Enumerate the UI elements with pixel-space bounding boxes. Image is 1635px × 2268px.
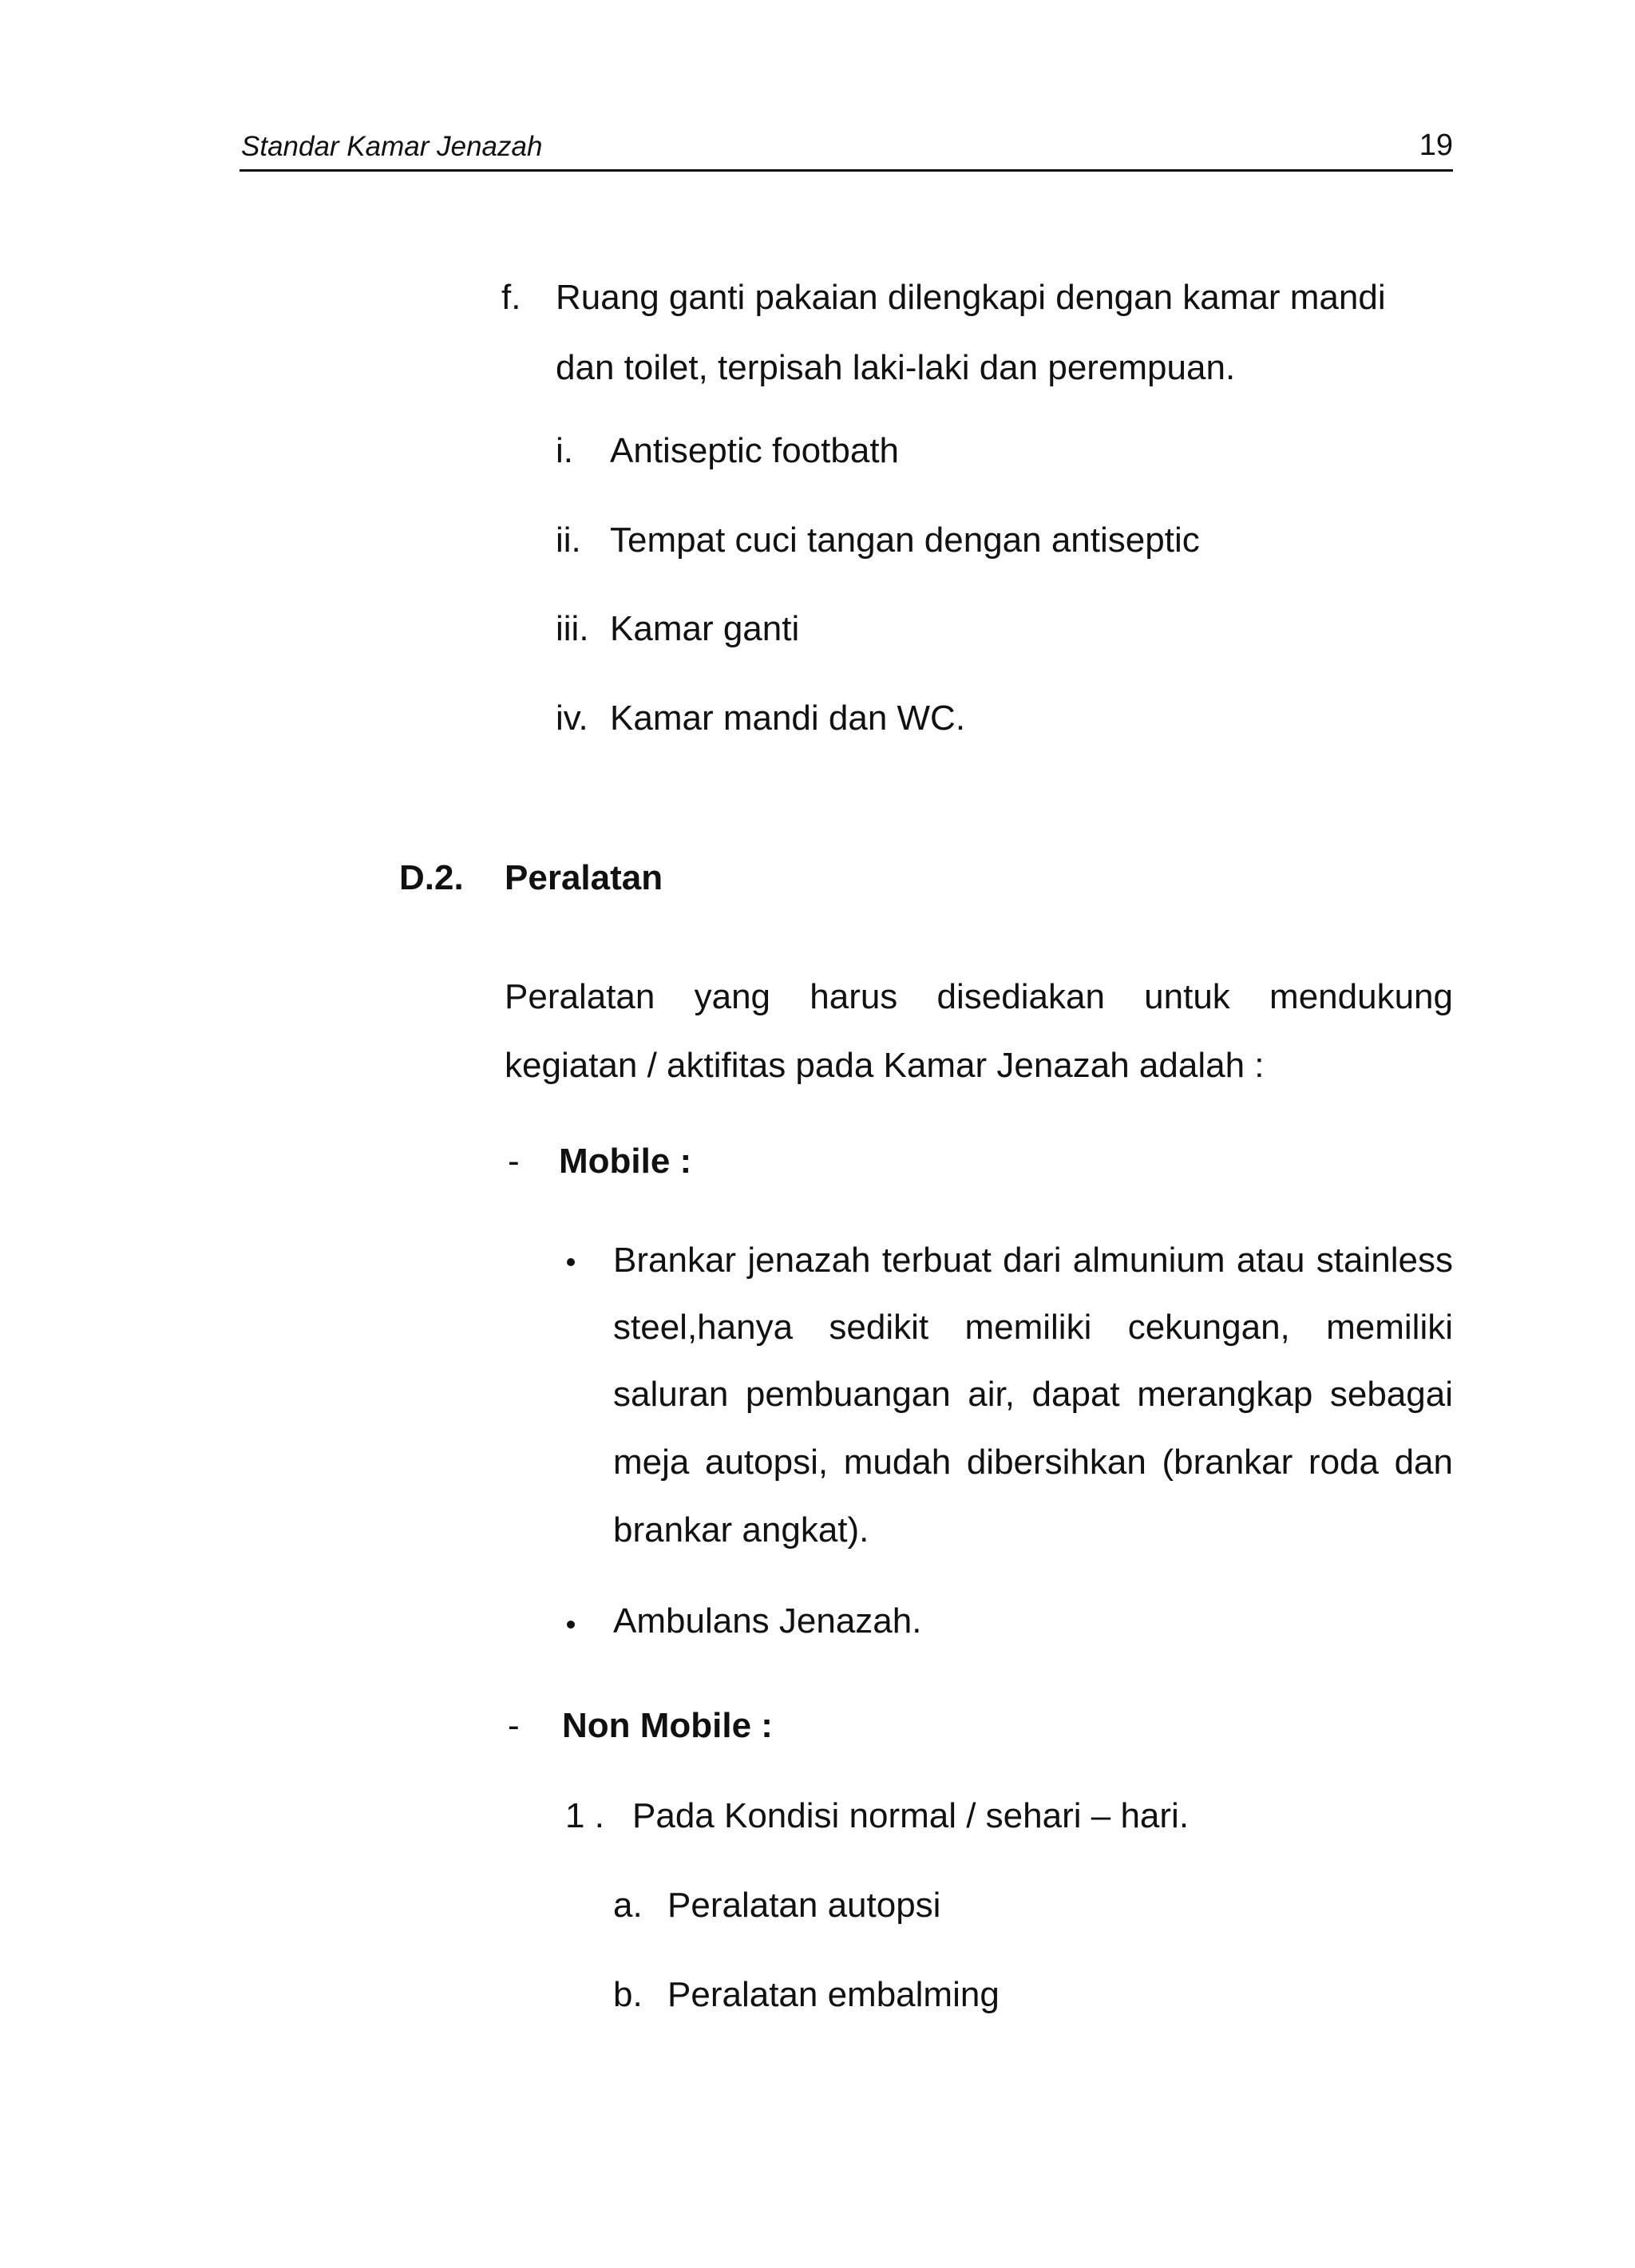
bullet-icon — [567, 1621, 575, 1629]
subitem-marker-ii: ii. — [556, 520, 581, 560]
subitem-marker-i: i. — [556, 431, 573, 470]
non-mobile-subitem-text-a: Peralatan autopsi — [667, 1886, 941, 1925]
subitem-marker-iv: iv. — [556, 699, 588, 738]
intro-line-1: Peralatan yang harus disediakan untuk mendukung — [505, 977, 1453, 1016]
mobile-dash: - — [508, 1142, 520, 1181]
subitem-text-iv: Kamar mandi dan WC. — [610, 699, 966, 738]
item-f-line-2: dan toilet, terpisah laki-laki dan perempuan. — [556, 348, 1236, 387]
running-header-title: Standar Kamar Jenazah — [241, 131, 543, 162]
page-number: 19 — [1419, 129, 1453, 162]
page-header — [240, 128, 1453, 172]
mobile-bullet1-line-1: Brankar jenazah terbuat dari almunium atau stainless — [613, 1241, 1453, 1280]
section-number: D.2. — [399, 858, 464, 897]
non-mobile-heading: Non Mobile : — [562, 1706, 773, 1745]
subitem-marker-iii: iii. — [556, 609, 589, 648]
non-mobile-item1-marker: 1 . — [565, 1796, 604, 1835]
mobile-bullet1-line-2: steel,hanya sedikit memiliki cekungan, memiliki — [613, 1308, 1453, 1347]
mobile-bullet1-line-4: meja autopsi, mudah dibersihkan (brankar roda dan — [613, 1443, 1453, 1482]
bullet-icon — [567, 1258, 575, 1266]
section-title: Peralatan — [505, 858, 663, 897]
mobile-bullet2-text: Ambulans Jenazah. — [613, 1601, 922, 1641]
subitem-text-iii: Kamar ganti — [610, 609, 800, 648]
subitem-text-ii: Tempat cuci tangan dengan antiseptic — [610, 520, 1200, 560]
non-mobile-dash: - — [508, 1706, 520, 1745]
mobile-bullet1-line-5: brankar angkat). — [613, 1510, 869, 1550]
mobile-bullet1-line-3: saluran pembuangan air, dapat merangkap sebagai — [613, 1375, 1453, 1414]
subitem-text-i: Antiseptic footbath — [610, 431, 900, 470]
item-f-line-1: Ruang ganti pakaian dilengkapi dengan kamar mandi — [556, 278, 1386, 317]
non-mobile-subitem-marker-b: b. — [613, 1975, 643, 2014]
mobile-heading: Mobile : — [559, 1142, 692, 1181]
intro-line-2: kegiatan / aktifitas pada Kamar Jenazah adalah : — [505, 1046, 1265, 1085]
non-mobile-subitem-text-b: Peralatan embalming — [667, 1975, 1000, 2014]
non-mobile-subitem-marker-a: a. — [613, 1886, 643, 1925]
non-mobile-item1-text: Pada Kondisi normal / sehari – hari. — [632, 1796, 1190, 1835]
list-marker-f: f. — [501, 278, 521, 317]
